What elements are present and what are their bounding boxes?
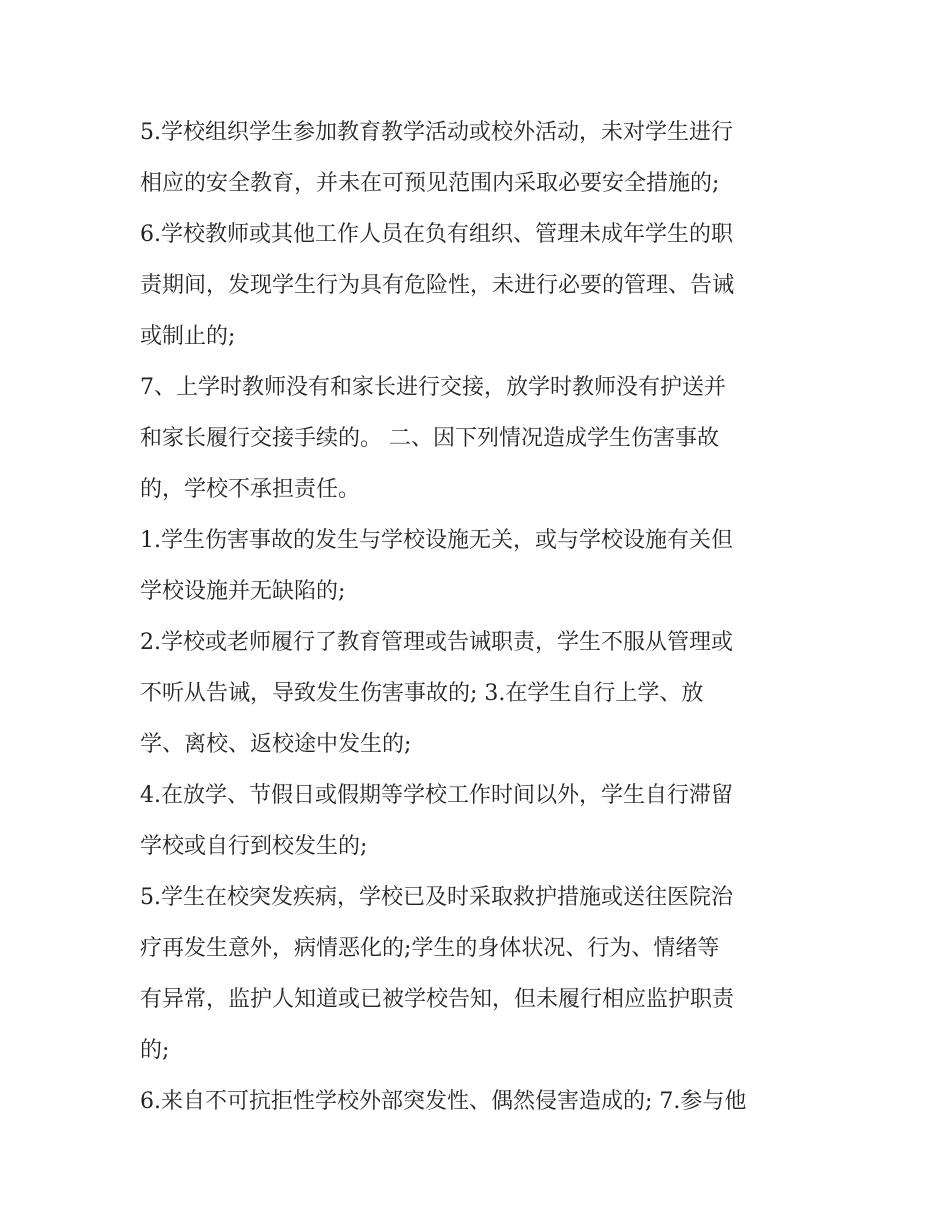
text-line: 责期间，发现学生行为具有危险性，未进行必要的管理、告诫 [140, 273, 735, 298]
text-line: 6.学校教师或其他工作人员在负有组织、管理未成年学生的职 [140, 222, 733, 247]
text-line: 5.学生在校突发疾病，学校已及时采取救护措施或送往医院治 [140, 885, 733, 910]
text-line: 不听从告诫，导致发生伤害事故的; 3.在学生自行上学、放 [140, 681, 704, 706]
text-line: 和家长履行交接手续的。 二、因下列情况造成学生伤害事故 [140, 426, 719, 451]
text-line: 或制止的; [140, 324, 236, 349]
text-line: 有异常，监护人知道或已被学校告知，但未履行相应监护职责 [140, 987, 735, 1012]
text-line: 疗再发生意外，病情恶化的;学生的身体状况、行为、情绪等 [140, 936, 720, 961]
text-line: 7、上学时教师没有和家长进行交接，放学时教师没有护送并 [140, 375, 726, 400]
text-line: 学校或自行到校发生的; [140, 834, 368, 859]
text-line: 6.来自不可抗拒性学校外部突发性、偶然侵害造成的; 7.参与他 [140, 1089, 747, 1114]
document-body [140, 107, 840, 1127]
text-line: 相应的安全教育，并未在可预见范围内采取必要安全措施的; [140, 171, 720, 196]
text-line: 1.学生伤害事故的发生与学校设施无关，或与学校设施有关但 [140, 528, 733, 553]
text-line: 4.在放学、节假日或假期等学校工作时间以外，学生自行滞留 [140, 783, 733, 808]
text-line: 2.学校或老师履行了教育管理或告诫职责，学生不服从管理或 [140, 630, 733, 655]
text-line: 的; [140, 1038, 170, 1063]
text-line: 5.学校组织学生参加教育教学活动或校外活动，未对学生进行 [140, 120, 733, 145]
text-line: 学、离校、返校途中发生的; [140, 732, 412, 757]
text-line: 的，学校不承担责任。 [140, 477, 361, 502]
text-line: 学校设施并无缺陷的; [140, 579, 346, 604]
